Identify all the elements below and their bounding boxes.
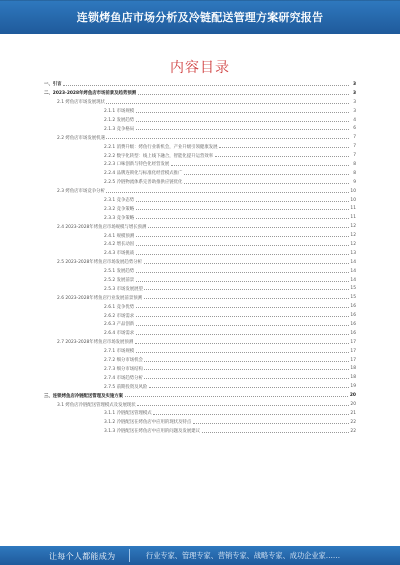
toc-entry-title: 2.3.1 竞争态势 [104, 198, 135, 204]
toc-entry-title: 2.6.3 产品创新 [104, 322, 135, 328]
toc-entry-title: 3.1 烤鱼店冷链配送管理模式及发展现状 [57, 402, 136, 408]
toc-entry-page: 13 [350, 250, 356, 256]
toc-leader-dots [149, 387, 349, 388]
toc-entry-page: 7 [353, 135, 356, 141]
toc-entry[interactable] [44, 258, 356, 267]
toc-entry-title: 2.7.5 前期投资及风险 [104, 384, 148, 390]
toc-leader-dots [135, 343, 349, 344]
toc-entry-title: 2.6.4 市场需求 [104, 331, 135, 337]
toc-entry-title: 2.6.2 市场需求 [104, 313, 135, 319]
toc-entry[interactable] [44, 213, 356, 222]
toc-entry-page: 10 [350, 197, 356, 203]
footer-divider [129, 549, 130, 562]
toc-entry-title: 2.1.2 发展趋势 [104, 118, 135, 123]
toc-leader-dots [153, 414, 348, 415]
toc-entry-title: 2.7.2 细分市场机会 [104, 358, 143, 364]
toc-entry-page: 19 [350, 384, 356, 390]
toc-leader-dots [106, 103, 348, 104]
toc-entry[interactable] [44, 187, 356, 196]
toc-leader-dots [184, 174, 349, 175]
toc-entry-page: 14 [350, 268, 356, 274]
toc-leader-dots [136, 236, 349, 237]
toc-entry[interactable] [44, 382, 356, 391]
toc-leader-dots [144, 263, 349, 264]
toc-entry-title: 2.7.4 市场趋势分析 [104, 375, 143, 381]
toc-entry[interactable] [44, 116, 356, 125]
toc-leader-dots [136, 201, 349, 202]
toc-leader-dots [136, 334, 349, 335]
toc-leader-dots [136, 307, 349, 308]
toc-entry-page: 21 [350, 410, 356, 416]
toc-entry-page: 14 [350, 259, 356, 265]
toc-entry-title: 2.2.2 数字化转型：线上线下融合，智能化提升运营效率 [104, 153, 214, 159]
toc-leader-dots [136, 129, 349, 130]
toc-entry-page: 15 [350, 295, 356, 301]
toc-entry-title: 2.7.1 市场规模 [104, 349, 135, 355]
toc-leader-dots [144, 361, 348, 362]
toc-entry-page: 16 [350, 321, 356, 327]
toc-entry[interactable] [44, 124, 356, 133]
toc-leader-dots [136, 272, 349, 273]
toc-leader-dots [136, 352, 349, 353]
toc-entry[interactable] [44, 276, 356, 285]
toc-entry-title: 2.5.3 市场发展展望 [104, 286, 143, 292]
toc-entry[interactable] [44, 160, 356, 169]
toc-entry[interactable] [44, 107, 356, 116]
toc-entry-page: 3 [353, 99, 356, 105]
toc-entry-title: 2.1 烤鱼店市场发展现状 [57, 100, 105, 106]
toc-leader-dots [106, 138, 348, 139]
toc-entry[interactable] [44, 302, 356, 311]
toc-entry[interactable] [44, 347, 356, 356]
toc-leader-dots [137, 405, 348, 406]
toc-entry-title: 2.3 烤鱼店市场竞争分析 [57, 189, 105, 195]
toc-entry[interactable] [44, 284, 356, 293]
toc-entry-page: 8 [353, 170, 356, 176]
toc-entry-page: 12 [350, 241, 356, 247]
toc-entry-page: 20 [349, 393, 356, 399]
toc-entry-title: 2.5 2023-2028年烤鱼店市场发展趋势分析 [57, 260, 142, 266]
toc-leader-dots [144, 369, 348, 370]
toc-entry-page: 8 [353, 161, 356, 167]
toc-entry-title: 2.6 2023-2028年烤鱼店行业发展前景预测 [57, 295, 142, 301]
toc-entry-page: 18 [350, 366, 356, 372]
toc-entry[interactable] [44, 267, 356, 276]
table-of-contents [44, 80, 356, 436]
toc-entry-page: 7 [353, 144, 356, 150]
toc-entry[interactable] [44, 329, 356, 338]
toc-leader-dots [202, 432, 349, 433]
footer-slogan: 让每个人都能成为 [49, 552, 116, 561]
toc-entry[interactable] [44, 169, 356, 178]
toc-entry-title: 2.1.1 市场规模 [104, 109, 135, 115]
toc-entry-title: 2.4.3 市场挑战 [104, 251, 135, 257]
toc-entry-page: 6 [353, 126, 356, 132]
toc-entry-page: 20 [350, 402, 356, 407]
toc-entry[interactable] [44, 338, 356, 347]
toc-leader-dots [136, 245, 349, 246]
toc-entry[interactable] [44, 311, 356, 320]
toc-leader-dots [136, 316, 349, 317]
toc-entry[interactable] [44, 249, 356, 258]
toc-leader-dots [136, 121, 349, 122]
toc-leader-dots [136, 209, 349, 210]
toc-entry-title: 2.4.1 规模预测 [104, 233, 135, 239]
toc-entry-page: 16 [350, 304, 356, 310]
toc-leader-dots [148, 227, 349, 228]
toc-leader-dots [136, 254, 349, 255]
toc-entry[interactable] [44, 142, 356, 151]
toc-leader-dots [144, 298, 349, 299]
header-banner [0, 0, 400, 34]
toc-leader-dots [215, 156, 349, 157]
toc-entry[interactable] [44, 133, 356, 142]
toc-entry-title: 3.1.2 冷链配送在烤鱼店中应用的现状及特点 [104, 420, 192, 426]
toc-entry-page: 4 [353, 117, 356, 123]
toc-leader-dots [125, 396, 349, 397]
toc-entry-page: 12 [350, 233, 356, 239]
toc-entry-title: 2.7 2023-2028年烤鱼店市场发展预测 [57, 340, 134, 346]
toc-entry[interactable] [44, 178, 356, 187]
toc-entry-title: 2.6.1 竞争优势 [104, 304, 135, 310]
footer-banner [0, 546, 400, 565]
toc-entry[interactable] [44, 240, 356, 249]
toc-entry[interactable] [44, 231, 356, 240]
toc-entry-title: 3.1.3 冷链配送在烤鱼店中应用的问题及发展建议 [104, 429, 200, 435]
toc-heading: 内容目录 [170, 60, 230, 76]
toc-entry-title: 2.4.2 增长动因 [104, 242, 135, 248]
toc-entry-page: 15 [350, 286, 356, 292]
toc-entry-title: 2.2.3 口味创新与特色化经营发展 [104, 162, 170, 168]
toc-entry-page: 11 [350, 215, 356, 221]
toc-entry-page: 17 [350, 348, 356, 354]
toc-entry-page: 11 [350, 206, 356, 212]
toc-entry-page: 17 [350, 357, 356, 363]
toc-entry-title: 2.2 烤鱼店市场发展机遇 [57, 135, 105, 141]
toc-leader-dots [138, 94, 349, 95]
toc-entry[interactable] [44, 204, 356, 213]
toc-entry[interactable] [44, 80, 356, 89]
toc-leader-dots [144, 289, 348, 290]
toc-entry[interactable] [44, 373, 356, 382]
footer-tagline: 行业专家、管理专家、营销专家、战略专家、成功企业家…… [146, 551, 341, 560]
toc-leader-dots [144, 378, 348, 379]
toc-leader-dots [106, 192, 348, 193]
toc-entry-page: 10 [350, 188, 356, 194]
toc-entry-page: 3 [353, 108, 356, 114]
toc-entry-title: 3.1.1 冷链配送管理模式 [104, 411, 152, 417]
toc-entry-page: 17 [350, 339, 356, 345]
toc-entry-page: 22 [350, 419, 356, 425]
toc-entry-page: 22 [350, 428, 356, 434]
toc-entry-title: 2.3.2 竞争策略 [104, 206, 135, 212]
toc-entry-page: 3 [352, 90, 356, 96]
toc-leader-dots [63, 85, 348, 86]
toc-entry-page: 9 [353, 179, 356, 185]
toc-entry-title: 2.2.4 品牌连锁化与标准化经营模式推广 [104, 171, 183, 177]
toc-entry[interactable] [44, 89, 356, 98]
toc-entry[interactable] [44, 391, 356, 400]
toc-leader-dots [136, 112, 349, 113]
toc-leader-dots [136, 281, 349, 282]
toc-entry[interactable] [44, 427, 356, 436]
toc-entry[interactable] [44, 418, 356, 427]
toc-leader-dots [193, 423, 349, 424]
toc-leader-dots [219, 147, 348, 148]
toc-entry-title: 2.5.2 发展前景 [104, 278, 135, 284]
toc-entry-title: 2.4 2023-2028年烤鱼店市场规模与增长预测 [57, 224, 147, 230]
toc-entry[interactable] [44, 293, 356, 302]
toc-entry-page: 18 [350, 375, 356, 381]
report-title: 连锁烤鱼店市场分析及冷链配送管理方案研究报告 [76, 11, 324, 24]
toc-entry-title: 2.2.5 冷链物流体系完善助推供应链优化 [104, 180, 183, 186]
toc-entry[interactable] [44, 356, 356, 365]
toc-entry-title: 三、连锁烤鱼店冷链配送管理及实施方案 [44, 393, 124, 399]
toc-entry-page: 16 [350, 313, 356, 319]
toc-entry-page: 14 [350, 277, 356, 283]
toc-entry-page: 16 [350, 330, 356, 336]
toc-entry-title: 2.7.3 细分市场结构 [104, 366, 143, 372]
toc-entry[interactable] [44, 196, 356, 205]
toc-entry-title: 一、引言 [44, 82, 62, 88]
toc-entry[interactable] [44, 98, 356, 107]
toc-leader-dots [136, 218, 349, 219]
toc-entry-title: 2.2.1 消费升级：烤鱼行业新机会，产业升级引领健康发展 [104, 144, 218, 150]
toc-leader-dots [136, 325, 349, 326]
toc-leader-dots [184, 183, 349, 184]
toc-entry[interactable] [44, 400, 356, 409]
toc-entry-page: 12 [350, 224, 356, 230]
toc-entry-title: 2.3.3 竞争策略 [104, 215, 135, 221]
toc-entry[interactable] [44, 320, 356, 329]
toc-entry-title: 2.1.3 竞争格局 [104, 126, 135, 132]
toc-entry[interactable] [44, 151, 356, 160]
toc-entry[interactable] [44, 222, 356, 231]
toc-entry-title: 2.5.1 发展趋势 [104, 269, 135, 275]
toc-entry-title: 二、2023-2028年烤鱼店市场前景及趋势预测 [44, 91, 137, 97]
toc-entry-page: 3 [352, 81, 356, 87]
toc-entry[interactable] [44, 365, 356, 374]
toc-entry-page: 7 [353, 153, 356, 159]
toc-entry[interactable] [44, 409, 356, 418]
toc-leader-dots [171, 165, 349, 166]
